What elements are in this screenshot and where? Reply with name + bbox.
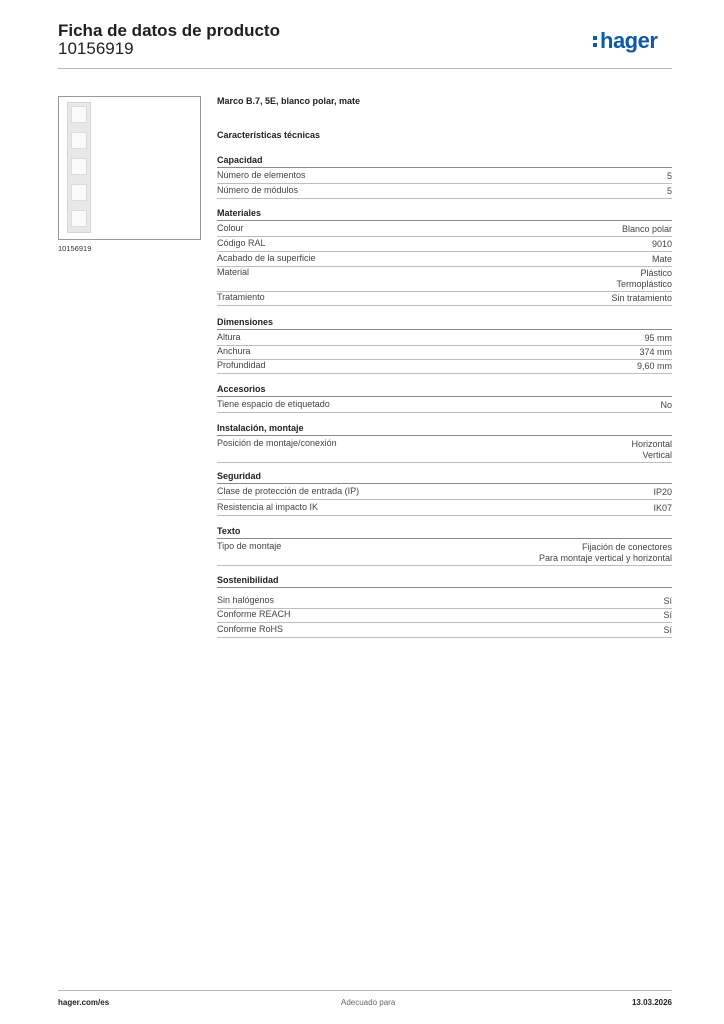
spec-value: Sí <box>663 610 672 620</box>
frame-module-opening <box>71 106 87 123</box>
row-divider <box>217 236 672 237</box>
section-title: Accesorios <box>217 384 266 394</box>
footer-website[interactable]: hager.com/es <box>58 998 110 1007</box>
row-divider <box>217 373 672 374</box>
spec-value: 5 <box>666 186 672 196</box>
row-divider <box>217 637 672 638</box>
header-divider <box>58 68 672 69</box>
row-divider <box>217 251 672 252</box>
spec-value: Vertical <box>642 450 672 460</box>
tech-heading: Características técnicas <box>217 130 321 140</box>
frame-module-opening <box>71 210 87 227</box>
section-divider <box>217 538 672 539</box>
spec-label: Anchura <box>217 346 251 356</box>
spec-label: Resistencia al impacto IK <box>217 502 319 512</box>
row-divider <box>217 462 672 463</box>
section-divider <box>217 220 672 221</box>
spec-label: Número de módulos <box>217 185 299 195</box>
row-divider <box>217 198 672 199</box>
section-divider <box>217 329 672 330</box>
spec-label: Altura <box>217 332 241 342</box>
section-divider <box>217 396 672 397</box>
footer-date: 13.03.2026 <box>631 998 672 1007</box>
spec-value: Sí <box>663 596 672 606</box>
spec-label: Clase de protección de entrada (IP) <box>217 486 360 496</box>
row-divider <box>217 499 672 500</box>
section-divider <box>217 167 672 168</box>
spec-value: 9010 <box>651 239 672 249</box>
spec-value: No <box>660 400 672 410</box>
frame-module-opening <box>71 158 87 175</box>
spec-label: Tipo de montaje <box>217 541 282 551</box>
section-title: Materiales <box>217 208 262 218</box>
row-divider <box>217 305 672 306</box>
section-title: Texto <box>217 526 241 536</box>
spec-label: Colour <box>217 223 244 233</box>
row-divider <box>217 183 672 184</box>
row-divider <box>217 515 672 516</box>
section-title: Capacidad <box>217 155 263 165</box>
page-title: Ficha de datos de producto <box>58 21 280 40</box>
section-divider <box>217 483 672 484</box>
row-divider <box>217 359 672 360</box>
spec-value: Sí <box>663 625 672 635</box>
footer-divider <box>58 990 672 991</box>
image-caption: 10156919 <box>58 244 92 253</box>
spec-label: Código RAL <box>217 238 266 248</box>
logo-text: hager <box>600 28 658 53</box>
spec-value: Plástico <box>640 268 672 278</box>
spec-value: IP20 <box>653 487 672 497</box>
spec-label: Sin halógenos <box>217 595 275 605</box>
spec-label: Tiene espacio de etiquetado <box>217 399 330 409</box>
hager-logo <box>593 28 657 54</box>
logo-colon-icon <box>593 34 598 48</box>
spec-value: 5 <box>666 171 672 181</box>
section-title: Seguridad <box>217 471 262 481</box>
spec-label: Tratamiento <box>217 292 265 302</box>
product-name: Marco B.7, 5E, blanco polar, mate <box>217 96 361 106</box>
section-title: Sostenibilidad <box>217 575 279 585</box>
row-divider <box>217 345 672 346</box>
spec-value: Mate <box>651 254 672 264</box>
spec-label: Acabado de la superficie <box>217 253 316 263</box>
spec-label: Conforme REACH <box>217 609 291 619</box>
row-divider <box>217 291 672 292</box>
spec-value: Para montaje vertical y horizontal <box>538 553 672 563</box>
section-title: Dimensiones <box>217 317 274 327</box>
frame-module-opening <box>71 132 87 149</box>
row-divider <box>217 412 672 413</box>
spec-label: Material <box>217 267 250 277</box>
footer-suitable-for: Adecuado para <box>341 998 396 1007</box>
spec-value: IK07 <box>653 503 672 513</box>
spec-value: 95 mm <box>644 333 672 343</box>
spec-value: Horizontal <box>631 439 672 449</box>
spec-label: Número de elementos <box>217 170 306 180</box>
spec-label: Posición de montaje/conexión <box>217 438 337 448</box>
spec-value: Termoplástico <box>616 279 672 289</box>
spec-value: 374 mm <box>639 347 672 357</box>
section-title: Instalación, montaje <box>217 423 304 433</box>
frame-illustration <box>67 102 91 233</box>
frame-module-opening <box>71 184 87 201</box>
row-divider <box>217 266 672 267</box>
row-divider <box>217 565 672 566</box>
row-divider <box>217 622 672 623</box>
spec-value: Fijación de conectores <box>581 542 672 552</box>
spec-label: Profundidad <box>217 360 266 370</box>
section-divider <box>217 587 672 588</box>
section-divider <box>217 435 672 436</box>
spec-value: 9,60 mm <box>636 361 672 371</box>
spec-value: Sin tratamiento <box>611 293 672 303</box>
product-number: 10156919 <box>58 39 134 58</box>
spec-label: Conforme RoHS <box>217 624 284 634</box>
spec-value: Blanco polar <box>621 224 672 234</box>
